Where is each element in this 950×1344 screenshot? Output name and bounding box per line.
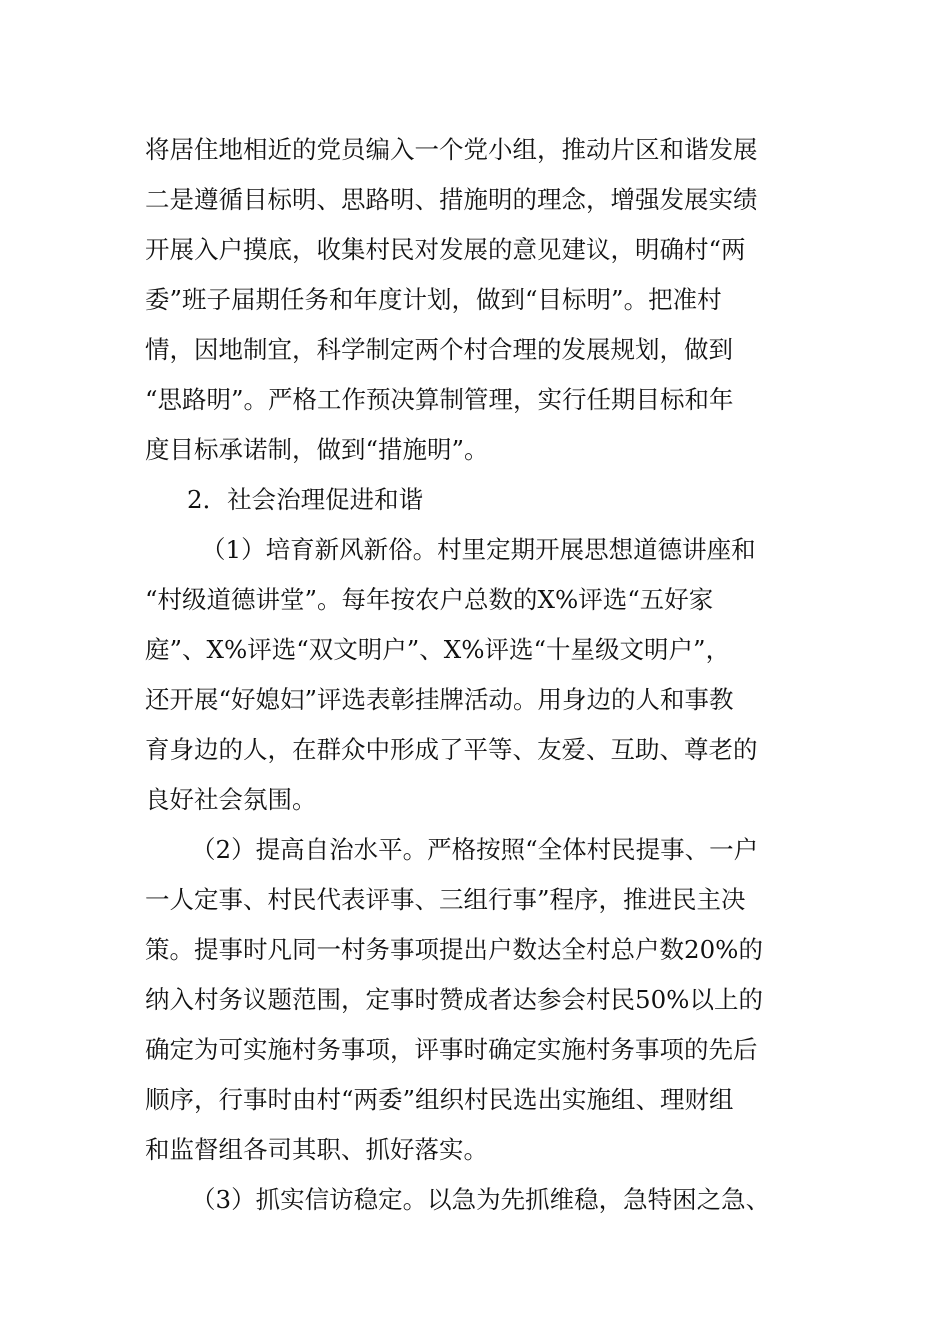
paragraph-line: “村级道德讲堂”。每年按农户总数的X%评选“五好家 bbox=[145, 585, 714, 614]
paragraph-line: 策。提事时凡同一村务事项提出户数达全村总户数20%的 bbox=[145, 935, 763, 964]
paragraph-line: 良好社会氛围。 bbox=[145, 785, 317, 814]
document-body bbox=[145, 125, 825, 1225]
paragraph-line: “思路明”。严格工作预决算制管理，实行任期目标和年 bbox=[145, 385, 734, 414]
paragraph-line: 一人定事、村民代表评事、三组行事”程序，推进民主决 bbox=[145, 885, 746, 914]
paragraph-line: 顺序，行事时由村“两委”组织村民选出实施组、理财组 bbox=[145, 1085, 734, 1114]
paragraph-line: 将居住地相近的党员编入一个党小组，推动片区和谐发展 bbox=[145, 135, 758, 164]
paragraph-line: 二是遵循目标明、思路明、措施明的理念，增强发展实绩 bbox=[145, 185, 758, 214]
paragraph-line: （2）提高自治水平。严格按照“全体村民提事、一户 bbox=[191, 835, 759, 864]
paragraph-line: 情，因地制宜，科学制定两个村合理的发展规划，做到 bbox=[145, 335, 733, 364]
paragraph-line: 还开展“好媳妇”评选表彰挂牌活动。用身边的人和事教 bbox=[145, 685, 734, 714]
paragraph-line: 和监督组各司其职、抓好落实。 bbox=[145, 1135, 488, 1164]
paragraph-line: 纳入村务议题范围，定事时赞成者达参会村民50%以上的 bbox=[145, 985, 763, 1014]
paragraph-line: 庭”、X%评选“双文明户”、X%评选“十星级文明户”， bbox=[145, 635, 731, 664]
paragraph-line: 育身边的人，在群众中形成了平等、友爱、互助、尊老的 bbox=[145, 735, 758, 764]
paragraph-line: （3）抓实信访稳定。以急为先抓维稳，急特困之急、 bbox=[191, 1185, 771, 1214]
paragraph-line: （1）培育新风新俗。村里定期开展思想道德讲座和 bbox=[201, 535, 756, 564]
paragraph-line: 委”班子届期任务和年度计划，做到“目标明”。把准村 bbox=[145, 285, 722, 314]
section-heading: 2．社会治理促进和谐 bbox=[187, 485, 424, 514]
paragraph-line: 度目标承诺制，做到“措施明”。 bbox=[145, 435, 489, 464]
paragraph-line: 确定为可实施村务事项，评事时确定实施村务事项的先后 bbox=[145, 1035, 758, 1064]
paragraph-line: 开展入户摸底，收集村民对发展的意见建议，明确村“两 bbox=[145, 235, 746, 264]
